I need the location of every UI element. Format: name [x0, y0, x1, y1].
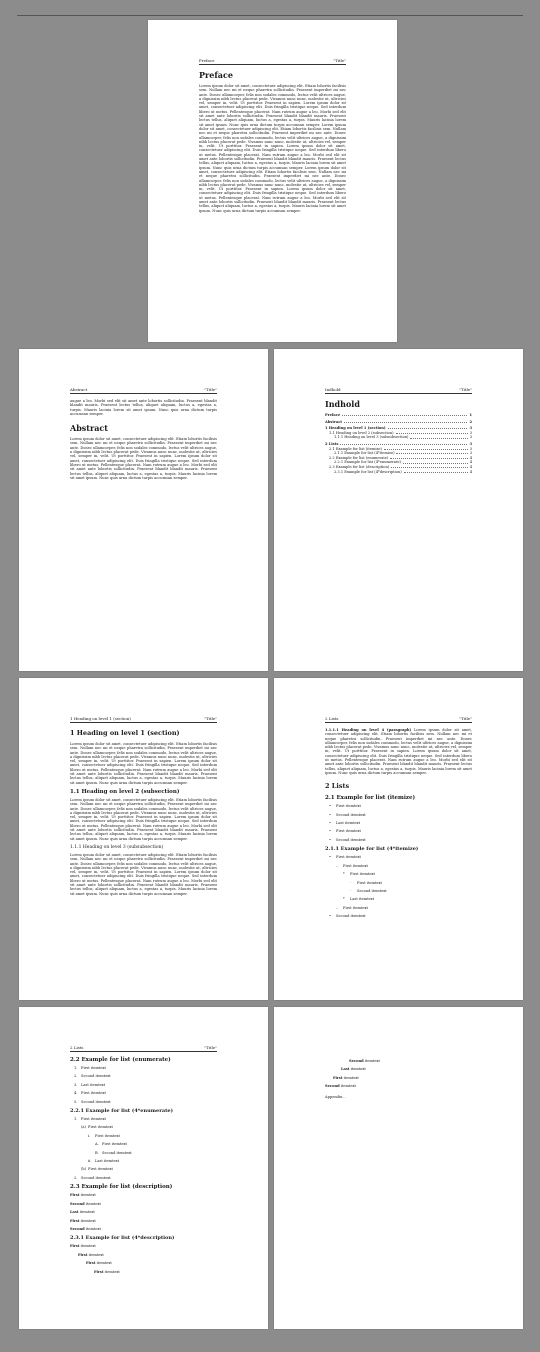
body-paragraph: Lorem ipsum dolor sit amet, consectetuer adipiscing elit. Etiam lobortis facilisis sem. Nullam nec mi et neque pharetra sollicitudin. Praesent imperdiet mi nec ante. Donec ullamcorper, felis non sodales commodo, lectus velit ultrices augue, a dignissim nibh lectus placerat pede. Vivamus nunc nunc, molestie ut, ultricies vel, semper in, velit. Ut porttitor. Praesent in sapien. Lorem ipsum dolor sit amet, consectetuer adipiscing elit. Duis fringilla tristique neque. Sed interdum libero ut metus. Pellentesque placerat. Nam rutrum augue a leo. Morbi sed elit sit amet ante lobortis sollicitudin. Praesent blandit blandit mauris. Praesent lectus tellus, aliquet aliquam, luctus a, egestas a, turpis. Mauris lacinia lorem sit amet ipsum. Nunc quis urna dictum turpis accumsan semper. — [70, 797, 217, 841]
toc-entry-title: 2.1.1 Example for list (4*itemize) — [334, 451, 395, 456]
list-item-text: First itemtext — [88, 1125, 113, 1130]
description-term: First — [94, 1269, 104, 1274]
list-bullet: • — [329, 837, 332, 842]
list-item — [325, 813, 472, 817]
toc-leader — [391, 465, 468, 468]
running-header-right: "Title" — [204, 1045, 217, 1050]
running-header-left: Indhold — [325, 387, 341, 392]
description-item — [70, 1244, 217, 1248]
toc-title: Indhold — [325, 399, 360, 409]
running-header — [70, 387, 217, 394]
toc-entry-page: 3 — [469, 451, 472, 456]
list-item — [70, 1083, 217, 1087]
body-paragraph: Lorem ipsum dolor sit amet, consectetuer adipiscing elit. Etiam lobortis facilisis sem. Nullam nec mi et neque pharetra sollicitudin. Praesent imperdiet mi nec ante. Donec ullamcorper, felis non sodales commodo, lectus velit ultrices augue, a dignissim nibh lectus placerat pede. Vivamus nunc nunc, molestie ut, ultricies vel, semper in, velit. Ut porttitor. Praesent in sapien. Lorem ipsum dolor sit amet, consectetuer adipiscing elit. Duis fringilla tristique neque. Sed interdum libero ut metus. Pellentesque placerat. Nam rutrum augue a leo. Morbi sed elit sit amet ante lobortis sollicitudin. Praesent blandit blandit mauris. Praesent lectus tellus, aliquet aliquam, luctus a, egestas a, turpis. Mauris lacinia lorem sit amet ipsum. Nunc quis urna dictum turpis accumsan semper. Lorem ipsum dolor sit amet, consectetuer adipiscing elit. Etiam lobortis facilisis sem. Nullam nec mi et neque pharetra sollicitudin. Praesent imperdiet mi nec ante. Donec ullamcorper, felis non sodales commodo, lectus velit ultrices augue, a dignissim nibh lectus placerat pede. Vivamus nunc nunc, molestie ut, ultricies vel, semper in, velit. Ut porttitor. Praesent in sapien. Lorem ipsum dolor sit amet, consectetuer adipiscing elit. Duis fringilla tristique neque. Sed interdum libero ut metus. Pellentesque placerat. Nam rutrum augue a leo. Morbi sed elit sit amet ante lobortis sollicitudin. Praesent blandit blandit mauris. Praesent lectus tellus, aliquet aliquam, luctus a, egestas a, turpis. Mauris lacinia lorem sit amet ipsum. Nunc quis urna dictum turpis accumsan semper. Lorem ipsum dolor sit amet, consectetuer adipiscing elit. Etiam lobortis facilisis sem. Nullam nec mi et neque pharetra sollicitudin. Praesent imperdiet mi nec ante. Donec ullamcorper, felis non sodales commodo, lectus velit ultrices augue, a dignissim nibh lectus placerat pede. Vivamus nunc nunc, molestie ut, ultricies vel, semper in, velit. Ut porttitor. Praesent in sapien. Lorem ipsum dolor sit amet, consectetuer adipiscing elit. Duis fringilla tristique neque. Sed interdum libero ut metus. Pellentesque placerat. Nam rutrum augue a leo. Morbi sed elit sit amet ante lobortis sollicitudin. Praesent blandit blandit mauris. Praesent lectus tellus, aliquet aliquam, luctus a, egestas a, turpis. Mauris lacinia lorem sit amet ipsum. Nunc quis urna dictum turpis accumsan semper. — [199, 84, 346, 213]
description-text: itemtext — [80, 1193, 96, 1198]
list-item-text: Last itemtext — [81, 1082, 106, 1087]
toc-entry-title: 1.1.1 Heading on level 3 (subsubsection) — [334, 435, 409, 440]
list-item-text: Second itemtext — [336, 837, 366, 842]
toc-entry-title: 1.1 Heading on level 2 (subsection) — [329, 430, 394, 435]
running-header-left: 2 Lists — [70, 1045, 84, 1050]
paragraph-with-heading — [325, 728, 472, 775]
list-bullet: – — [336, 905, 338, 910]
list-bullet: ii. — [88, 1159, 92, 1164]
page-lists-2[interactable] — [19, 1007, 268, 1329]
list-item-text: First itemtext — [81, 1117, 106, 1122]
list-bullet: • — [329, 821, 332, 826]
running-header-right: "Title" — [459, 716, 472, 721]
description-term: First — [70, 1193, 80, 1198]
list-bullet: * — [343, 872, 345, 877]
description-item — [70, 1253, 217, 1257]
appendix-note: Appendix... — [325, 1094, 346, 1099]
toc-entry-page: 4 — [469, 460, 472, 465]
running-header — [70, 716, 217, 723]
description-item — [70, 1193, 217, 1197]
description-text: itemtext — [80, 1218, 96, 1223]
toc-entry-page: 3 — [469, 435, 472, 440]
subsection-heading: 2.2 Example for list (enumerate) — [70, 1057, 171, 1063]
toc-leader — [390, 456, 467, 459]
section-heading: 2 Lists — [325, 782, 350, 791]
description-term: First — [70, 1244, 80, 1249]
description-text: itemtext — [85, 1226, 101, 1231]
page-toc[interactable] — [274, 349, 523, 671]
list-bullet: – — [336, 863, 338, 868]
description-text: itemtext — [343, 1075, 359, 1080]
list-item-text: Second itemtext — [336, 812, 366, 817]
toc-entry[interactable] — [325, 420, 472, 425]
running-header-right: "Title" — [333, 58, 346, 63]
subsubsection-heading: 2.2.1 Example for list (4*enumerate) — [70, 1108, 173, 1115]
toc-entry-title: 2.1 Example for list (itemize) — [329, 446, 382, 451]
list-bullet: • — [329, 829, 332, 834]
description-text: itemtext — [350, 1067, 366, 1072]
list-item — [325, 838, 472, 842]
toc-leader — [410, 435, 467, 438]
list-item-text: Second itemtext — [102, 1150, 132, 1155]
running-header-left: Preface — [199, 58, 215, 63]
chapter-title: Preface — [199, 70, 233, 80]
toc-entry-title: 2.3 Example for list (description) — [329, 464, 390, 469]
toc-leader — [396, 431, 468, 434]
description-term: Last — [341, 1067, 350, 1072]
toc-leader — [384, 447, 468, 450]
description-item — [325, 1084, 472, 1088]
toc-entry-title: 2 Lists — [325, 441, 339, 446]
list-item-text: Second itemtext — [336, 914, 366, 919]
list-item-text: First itemtext — [81, 1091, 106, 1096]
paragraph-text: Lorem ipsum dolor sit amet, consectetuer adipiscing elit. Etiam lobortis facilisis sem. Nullam nec mi et neque pharetra sollicitudin. Praesent imperdiet mi nec ante. Donec ullamcorper, felis non sodales commodo, lectus velit ultrices augue, a dignissim nibh lectus placerat pede. Vivamus nunc nunc, molestie ut, ultricies vel, semper in, velit. Ut porttitor. Praesent in sapien. Lorem ipsum dolor sit amet, consectetuer adipiscing elit. Duis fringilla tristique neque. Sed interdum libero ut metus. Pellentesque placerat. Nam rutrum augue a leo. Morbi sed elit sit amet ante lobortis sollicitudin. Praesent blandit blandit mauris. Praesent lectus tellus, aliquet aliquam, luctus a, egestas a, turpis. Mauris lacinia lorem sit amet ipsum. Nunc quis urna dictum turpis accumsan semper. — [325, 728, 472, 775]
list-bullet: i. — [88, 1133, 91, 1138]
list-item-text: First itemtext — [95, 1133, 120, 1138]
list-bullet: 1. — [74, 1117, 78, 1122]
viewer-toolbar — [0, 0, 540, 15]
list-item — [325, 804, 472, 808]
list-item — [70, 1176, 217, 1180]
list-item — [70, 1091, 217, 1095]
page-chapter-1[interactable] — [19, 678, 268, 1000]
description-item — [70, 1202, 217, 1206]
running-header-right: "Title" — [459, 387, 472, 392]
chapter-title: Abstract — [70, 423, 108, 434]
list-bullet: 2. — [74, 1074, 78, 1079]
subsection-heading: 2.3 Example for list (description) — [70, 1184, 173, 1191]
list-item — [70, 1117, 217, 1121]
toc-entry-page: 2 — [469, 419, 472, 424]
list-bullet: 2. — [74, 1175, 78, 1180]
description-text: itemtext — [85, 1201, 101, 1206]
description-text: itemtext — [96, 1261, 112, 1266]
list-item — [70, 1125, 217, 1129]
description-text: itemtext — [364, 1059, 380, 1063]
toc-entry-page: 4 — [469, 455, 472, 460]
toc-entry-title: Preface — [325, 413, 341, 417]
list-item-text: Second itemtext — [357, 888, 387, 893]
list-item — [325, 872, 472, 876]
description-term: Second — [70, 1226, 85, 1231]
page-lists-1[interactable] — [274, 678, 523, 1000]
toc-entry-page: 4 — [469, 464, 472, 469]
running-header-left: Abstract — [70, 387, 88, 392]
description-term: Second — [325, 1084, 340, 1089]
toc-entry-page: 3 — [469, 430, 472, 435]
running-header-right: "Title" — [204, 716, 217, 721]
list-item-text: First itemtext — [88, 1167, 113, 1172]
list-item-text: First itemtext — [350, 872, 375, 877]
running-header-left: 1 Heading on level 1 (section) — [70, 716, 131, 721]
enumerate-list — [70, 1066, 217, 1104]
toc-leader — [340, 442, 467, 445]
toc-entry-title: Abstract — [325, 419, 343, 424]
itemize-list — [325, 804, 472, 842]
carry-over-paragraph: augue a leo. Morbi sed elit sit amet ante lobortis sollicitudin. Praesent blandit blandit mauris. Praesent lectus tellus, aliquet aliquam, luctus a, egestas a, turpis. Mauris lacinia lorem sit amet ipsum. Nunc quis urna dictum turpis accumsan semper. — [70, 399, 217, 416]
toc-leader — [344, 420, 467, 423]
toc-entry[interactable] — [325, 470, 472, 475]
list-item — [325, 897, 472, 901]
list-bullet: · — [350, 888, 352, 893]
list-item — [70, 1159, 217, 1163]
running-header — [199, 58, 346, 65]
description-text: itemtext — [80, 1244, 96, 1249]
section-heading: 1 Heading on level 1 (section) — [70, 729, 180, 737]
page-preface[interactable] — [148, 20, 397, 342]
list-item — [325, 855, 472, 859]
subsubsection-heading: 2.3.1 Example for list (4*description) — [70, 1235, 175, 1242]
list-bullet: A. — [95, 1142, 99, 1147]
description-term: Second — [349, 1059, 364, 1063]
description-item — [70, 1261, 217, 1265]
description-item — [325, 1067, 472, 1071]
list-item — [325, 829, 472, 833]
list-bullet: • — [329, 914, 332, 919]
page-abstract[interactable] — [19, 349, 268, 671]
running-header — [325, 387, 472, 394]
description-text: itemtext — [88, 1252, 104, 1257]
list-item — [70, 1074, 217, 1078]
toc-leader — [403, 460, 468, 463]
list-item-text: First itemtext — [336, 829, 361, 834]
list-bullet: 1. — [74, 1066, 78, 1070]
nested-enumerate-list — [70, 1117, 217, 1180]
body-paragraph: Lorem ipsum dolor sit amet, consectetuer adipiscing elit. Etiam lobortis facilisis sem. Nullam nec mi et neque pharetra sollicitudin. Praesent imperdiet mi nec ante. Donec ullamcorper, felis non sodales commodo, lectus velit ultrices augue, a dignissim nibh lectus placerat pede. Vivamus nunc nunc, molestie ut, ultricies vel, semper in, velit. Ut porttitor. Praesent in sapien. Lorem ipsum dolor sit amet, consectetuer adipiscing elit. Duis fringilla tristique neque. Sed interdum libero ut metus. Pellentesque placerat. Nam rutrum augue a leo. Morbi sed elit sit amet ante lobortis sollicitudin. Praesent blandit blandit mauris. Praesent lectus tellus, aliquet aliquam, luctus a, egestas a, turpis. Mauris lacinia lorem sit amet ipsum. Nunc quis urna dictum turpis accumsan semper. — [70, 437, 217, 480]
description-item — [70, 1227, 217, 1231]
list-item — [70, 1100, 217, 1104]
running-header — [70, 1045, 217, 1052]
description-term: Second — [70, 1201, 85, 1206]
toc-leader — [342, 413, 467, 416]
list-item-text: First itemtext — [343, 905, 368, 910]
list-item-text: First itemtext — [81, 1066, 106, 1070]
list-item — [70, 1066, 217, 1070]
list-item — [325, 881, 472, 885]
list-item — [325, 889, 472, 893]
list-item — [325, 864, 472, 868]
toc-entry-title: 1 Heading on level 1 (section) — [325, 426, 386, 431]
list-item — [325, 906, 472, 910]
list-bullet: • — [329, 855, 332, 860]
list-bullet: 5. — [74, 1099, 78, 1104]
list-item-text: Last itemtext — [95, 1159, 120, 1164]
list-item-text: First itemtext — [336, 804, 361, 809]
subsection-heading: 2.1 Example for list (itemize) — [325, 795, 416, 802]
subsubsection-heading: 1.1.1 Heading on level 3 (subsubsection) — [70, 844, 164, 850]
toc-list — [325, 413, 472, 474]
list-bullet: (a) — [81, 1125, 86, 1130]
description-item — [70, 1270, 217, 1274]
description-list — [70, 1193, 217, 1231]
description-text: itemtext — [104, 1269, 120, 1274]
list-item — [325, 914, 472, 918]
list-item-text: Second itemtext — [81, 1175, 111, 1180]
description-term: First — [333, 1075, 343, 1080]
list-bullet: • — [329, 812, 332, 817]
description-term: First — [70, 1218, 80, 1223]
running-header-left: 2 Lists — [325, 716, 339, 721]
body-paragraph: Lorem ipsum dolor sit amet, consectetuer adipiscing elit. Etiam lobortis facilisis sem. Nullam nec mi et neque pharetra sollicitudin. Praesent imperdiet mi nec ante. Donec ullamcorper, felis non sodales commodo, lectus velit ultrices augue, a dignissim nibh lectus placerat pede. Vivamus nunc nunc, molestie ut, ultricies vel, semper in, velit. Ut porttitor. Praesent in sapien. Lorem ipsum dolor sit amet, consectetuer adipiscing elit. Duis fringilla tristique neque. Sed interdum libero ut metus. Pellentesque placerat. Nam rutrum augue a leo. Morbi sed elit sit amet ante lobortis sollicitudin. Praesent blandit blandit mauris. Praesent lectus tellus, aliquet aliquam, luctus a, egestas a, turpis. Mauris lacinia lorem sit amet ipsum. Nunc quis urna dictum turpis accumsan semper. — [70, 852, 217, 896]
list-bullet: * — [343, 897, 345, 902]
description-item — [70, 1210, 217, 1214]
list-item-text: First itemtext — [357, 880, 382, 885]
list-item — [70, 1167, 217, 1171]
list-item — [70, 1142, 217, 1146]
toc-entry-page: 3 — [469, 426, 472, 431]
list-bullet: (b) — [81, 1167, 87, 1172]
description-term: Last — [70, 1210, 79, 1215]
page-lists-3[interactable] — [274, 1007, 523, 1329]
description-item — [70, 1219, 217, 1223]
running-header — [325, 716, 472, 723]
description-term: First — [78, 1252, 88, 1257]
toc-leader — [396, 451, 467, 454]
list-item-text: Second itemtext — [81, 1074, 111, 1079]
toc-entry-title: 2.3.1 Example for list (4*description) — [334, 469, 402, 474]
list-item-text: First itemtext — [102, 1142, 127, 1147]
toc-leader — [388, 426, 468, 429]
toc-entry-page: 1 — [469, 413, 472, 417]
list-bullet: · — [350, 880, 352, 885]
list-item-text: Last itemtext — [336, 821, 361, 826]
toc-entry[interactable] — [325, 413, 472, 418]
list-item — [70, 1151, 217, 1155]
running-header-right: "Title" — [204, 387, 217, 392]
list-item-text: Last itemtext — [350, 897, 375, 902]
toc-entry-title: 2.2.1 Example for list (4*enumerate) — [334, 460, 401, 465]
subsection-heading: 1.1 Heading on level 2 (subsection) — [70, 788, 180, 795]
toolbar-divider — [17, 15, 523, 16]
list-item-text: First itemtext — [343, 863, 368, 868]
nested-itemize-list — [325, 855, 472, 918]
paragraph-heading: 1.1.1.1 Heading on level 4 (paragraph) — [325, 728, 412, 732]
list-item-text: First itemtext — [336, 855, 361, 860]
list-item-text: Second itemtext — [81, 1099, 111, 1104]
body-paragraph: Lorem ipsum dolor sit amet, consectetuer adipiscing elit. Etiam lobortis facilisis sem. Nullam nec mi et neque pharetra sollicitudin. Praesent imperdiet mi nec ante. Donec ullamcorper, felis non sodales commodo, lectus velit ultrices augue, a dignissim nibh lectus placerat pede. Vivamus nunc nunc, molestie ut, ultricies vel, semper in, velit. Ut porttitor. Praesent in sapien. Lorem ipsum dolor sit amet, consectetuer adipiscing elit. Duis fringilla tristique neque. Sed interdum libero ut metus. Pellentesque placerat. Nam rutrum augue a leo. Morbi sed elit sit amet ante lobortis sollicitudin. Praesent blandit blandit mauris. Praesent lectus tellus, aliquet aliquam, luctus a, egestas a, turpis. Mauris lacinia lorem sit amet ipsum. Nunc quis urna dictum turpis accumsan semper. — [70, 742, 217, 785]
subsubsection-heading: 2.1.1 Example for list (4*itemize) — [325, 846, 419, 853]
list-bullet: • — [329, 804, 332, 809]
nested-description-list — [325, 1059, 472, 1089]
list-bullet: B. — [95, 1150, 99, 1155]
description-text: itemtext — [340, 1084, 356, 1089]
toc-leader — [404, 470, 468, 473]
list-item — [325, 821, 472, 825]
list-bullet: 3. — [74, 1082, 78, 1087]
description-item — [325, 1059, 472, 1063]
description-text: itemtext — [79, 1210, 95, 1215]
nested-description-list — [70, 1244, 217, 1274]
description-term: First — [86, 1261, 96, 1266]
list-item — [70, 1134, 217, 1138]
list-bullet: 4. — [74, 1091, 78, 1096]
toc-entry[interactable] — [325, 435, 472, 440]
description-item — [325, 1076, 472, 1080]
toc-entry-title: 2.2 Example for list (enumerate) — [329, 455, 389, 460]
toc-entry-page: 3 — [469, 446, 472, 451]
toc-entry-page: 3 — [469, 441, 472, 446]
toc-entry-page: 4 — [469, 469, 472, 474]
